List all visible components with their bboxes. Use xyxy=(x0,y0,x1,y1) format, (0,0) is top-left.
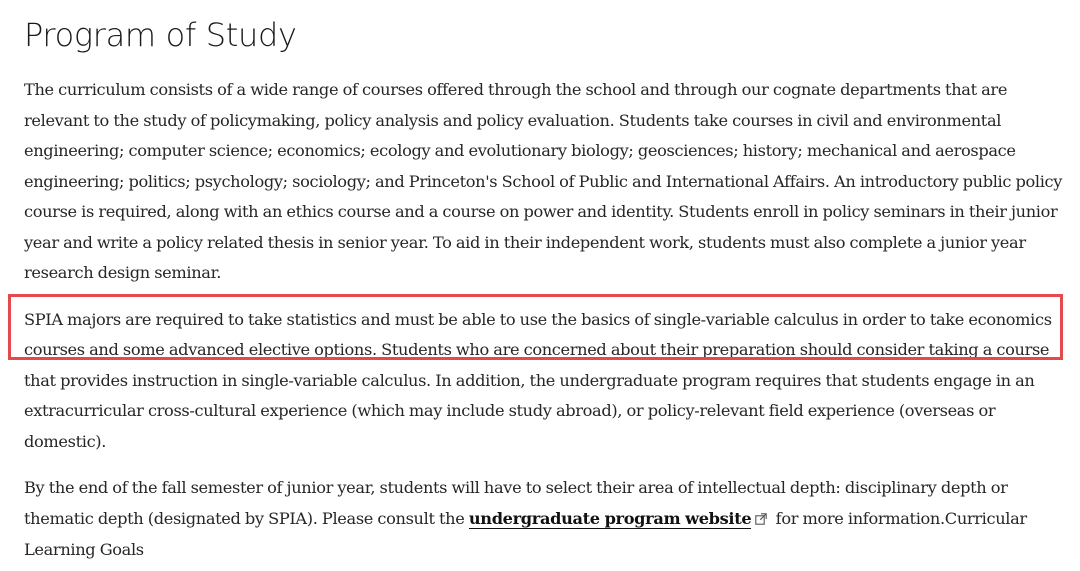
requirements-paragraph: SPIA majors are required to take statistics and must be able to use the basics of single-variable calculus in order to take economics courses and some advanced elective options. Students who are concerned about their preparation should consider taking a course that provides instruction in single-variable calculus. In addition, the undergraduate program requires that students engage in an extracurricular cross-cultural experience (which may include study abroad), or policy-relevant field experience (overseas or domestic). xyxy=(24,309,1052,451)
page-title: Program of Study xyxy=(24,16,297,54)
depth-text-after-link: for more information.Curricular Learning Goals xyxy=(24,508,1027,559)
depth-text-before-link: By the end of the fall semester of junior year, students will have to select their area of intellectual depth: disciplinary depth or thematic depth (designated by SPIA). Please consult the xyxy=(24,478,1008,528)
program-link-label: undergraduate program website xyxy=(468,508,752,528)
external-link-icon xyxy=(755,505,767,536)
undergraduate-program-website-link[interactable] xyxy=(469,509,751,529)
curriculum-paragraph: The curriculum consists of a wide range of courses offered through the school and through our cognate departments that are relevant to the study of policymaking, policy analysis and policy evaluation. Students take courses in civil and environmental engineering; computer science; economics; ecology and evolutionary biology; geosciences; history; mechanical and aerospace engineering; politics; psychology; sociology; and Princeton's School of Public and International Affairs. An introductory public policy course is required, along with an ethics course and a course on power and identity. Students enroll in policy seminars in their junior year and write a policy related thesis in senior year. To aid in their independent work, students must also complete a junior year research design seminar. xyxy=(24,80,1063,282)
intellectual-depth-paragraph xyxy=(24,473,1070,566)
program-of-study-section xyxy=(24,0,1070,566)
